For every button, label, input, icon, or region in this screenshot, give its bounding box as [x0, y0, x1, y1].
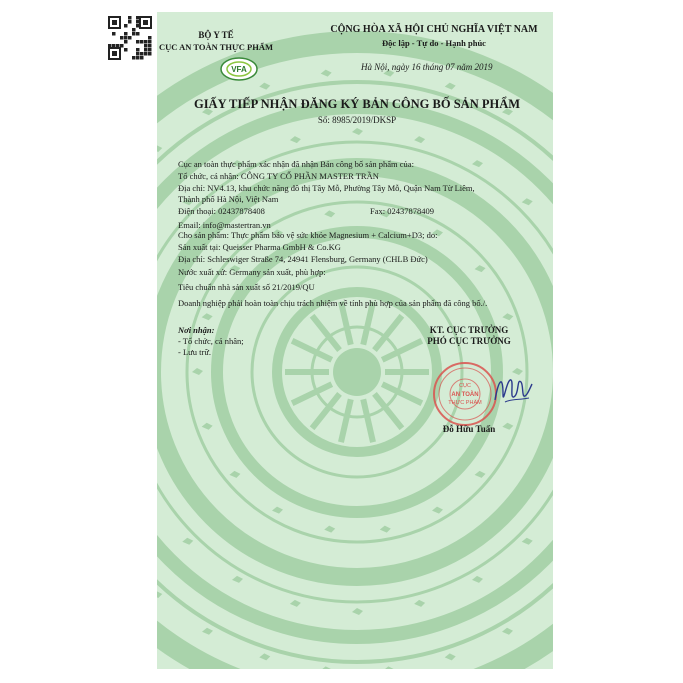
place-date: Hà Nội, ngày 16 tháng 07 năm 2019: [361, 62, 493, 72]
signer-role-deputy: PHÓ CỤC TRƯỞNG: [427, 336, 511, 346]
red-official-seal: [432, 361, 498, 427]
email: Email: info@mastertran.vn: [178, 220, 271, 230]
address-line-2: Thành phố Hà Nội, Việt Nam: [178, 194, 279, 204]
vfa-logo: [219, 56, 259, 82]
ministry-name: BỘ Y TẾ: [198, 30, 234, 40]
recipient-item: - Tổ chức, cá nhân;: [178, 336, 244, 346]
svg-text:CỤC: CỤC: [459, 383, 471, 389]
address-line-1: Địa chỉ: NV4.13, khu chức năng đô thị Tây Mỗ, Phường Tây Mỗ, Quận Nam Từ Liêm,: [178, 183, 475, 193]
handwritten-signature: [491, 372, 533, 410]
intro-line: Cục an toàn thực phẩm xác nhận đã nhận Bản công bố sản phẩm của:: [178, 159, 414, 169]
document-title: GIẤY TIẾP NHẬN ĐĂNG KÝ BẢN CÔNG BỐ SẢN PHẨM: [193, 97, 521, 111]
svg-text:VFA: VFA: [231, 65, 247, 74]
department-name: CỤC AN TOÀN THỰC PHẨM: [159, 42, 273, 52]
certificate-document: [157, 12, 553, 669]
signer-name: Đỗ Hữu Tuấn: [442, 424, 496, 434]
signer-role: KT. CỤC TRƯỞNG: [429, 325, 509, 335]
fax-number: Fax: 02437878409: [370, 206, 434, 216]
qr-code: [108, 16, 152, 60]
svg-text:THỰC PHẨM: THỰC PHẨM: [448, 400, 482, 406]
svg-text:AN TOÀN: AN TOÀN: [451, 392, 479, 398]
origin-line: Nước xuất xứ: Germany sản xuất, phù hợp:: [178, 267, 326, 277]
document-number: Số: 8985/2019/DKSP: [317, 115, 397, 125]
phone-number: Điện thoại: 02437878408: [178, 206, 265, 216]
national-motto: Độc lập - Tự do - Hạnh phúc: [382, 38, 486, 48]
manufacturer-address: Địa chỉ: Schleswiger Straße 74, 24941 Flensburg, Germany (CHLB Đức): [178, 254, 428, 264]
recipient-item: - Lưu trữ.: [178, 347, 212, 357]
country-name: CỘNG HÒA XÃ HỘI CHỦ NGHĨA VIỆT NAM: [330, 24, 538, 35]
product-line: Cho sản phẩm: Thực phẩm bảo vệ sức khỏe Magnesium + Calcium+D3; do:: [178, 230, 438, 240]
organization: Tổ chức, cá nhân: CÔNG TY CỔ PHẦN MASTER TRẦN: [178, 171, 379, 181]
recipients-heading: Nơi nhận:: [178, 325, 215, 335]
manufacturer-line: Sản xuất tại: Queisser Pharma GmbH & Co.KG: [178, 242, 341, 252]
standard-line: Tiêu chuẩn nhà sản xuất số 21/2019/QU: [178, 282, 315, 292]
responsibility-line: Doanh nghiệp phải hoàn toàn chịu trách nhiệm về tính phù hợp của sản phẩm đã công bố./.: [178, 298, 488, 308]
